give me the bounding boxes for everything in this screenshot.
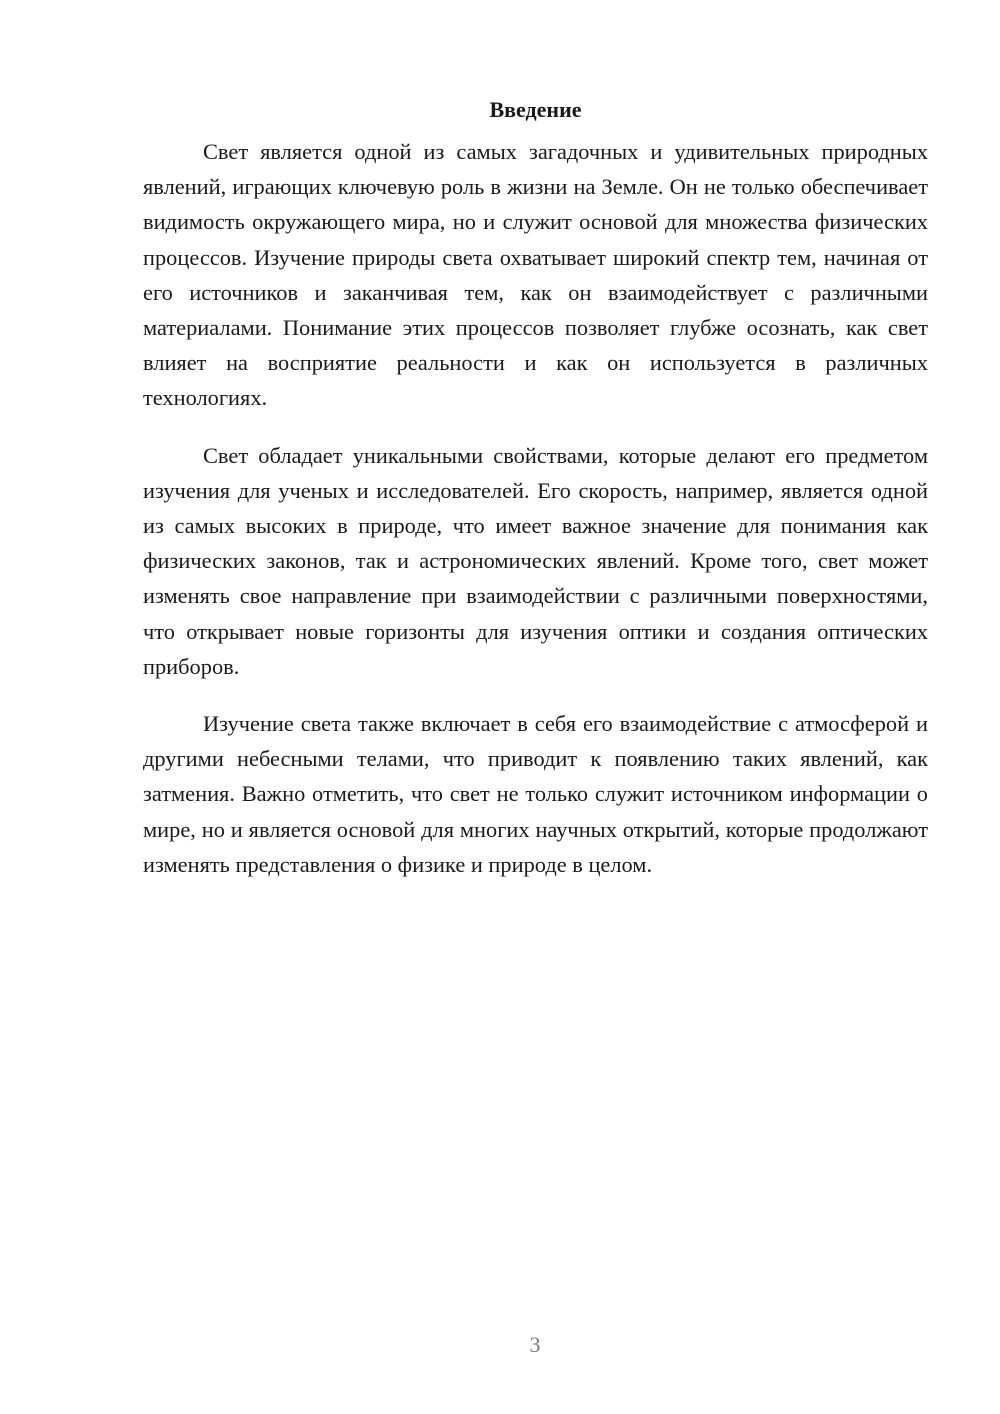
page-number: 3: [529, 1332, 541, 1357]
paragraph-3: Изучение света также включает в себя его взаимодействие с атмосферой и другими небесными телами, что приводит к появлению таких явлений, как затмения. Важно отметить, что свет не только служит источником информации о мире, но и является основой для многих научных открытий, которые продолжают изменять представления о физике и природе в целом.: [143, 711, 928, 877]
page-content: [143, 92, 928, 904]
paragraph-1: Свет является одной из самых загадочных и удивительных природных явлений, играющих ключевую роль в жизни на Земле. Он не только обеспечивает видимость окружающего мира, но и служит основой для множества физических процессов. Изучение природы света охватывает широкий спектр тем, начиная от его источников и заканчивая тем, как он взаимодействует с различными материалами. Понимание этих процессов позволяет глубже осознать, как свет влияет на восприятие реальности и как он используется в различных технологиях.: [143, 139, 928, 411]
paragraph-2: Свет обладает уникальными свойствами, которые делают его предметом изучения для ученых и исследователей. Его скорость, например, является одной из самых высоких в природе, что имеет важное значение для понимания как физических законов, так и астрономических явлений. Кроме того, свет может изменять свое направление при взаимодействии с различными поверхностями, что открывает новые горизонты для изучения оптики и создания оптических приборов.: [143, 442, 928, 679]
section-title: Введение: [489, 97, 582, 122]
